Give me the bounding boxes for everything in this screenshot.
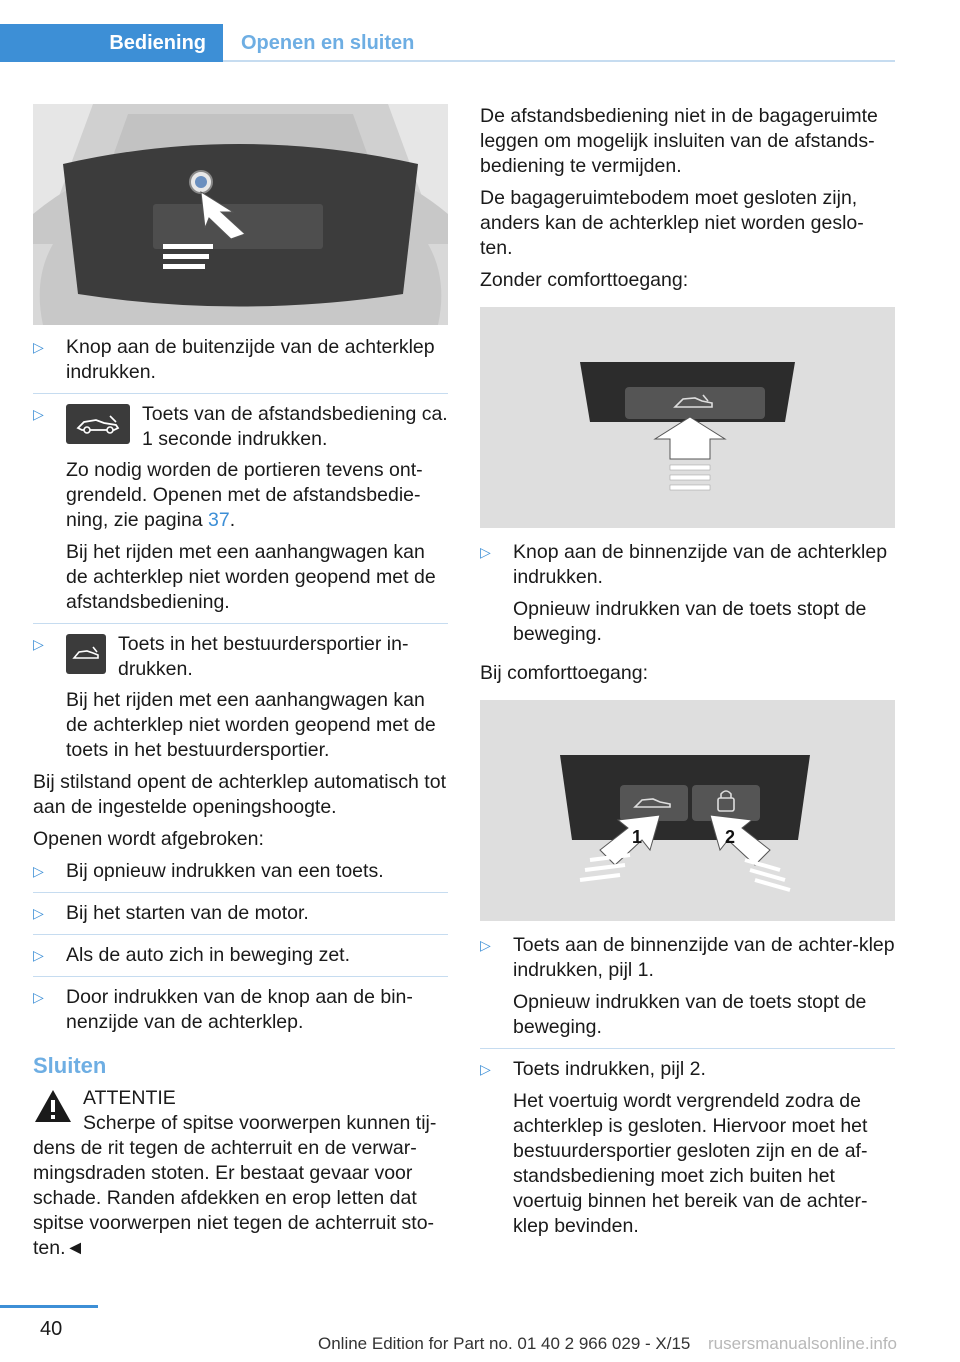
list-item: ▷ Knop aan de buitenzijde van de achterklep indrukken. [33, 336, 435, 383]
triangle-bullet-icon: ▷ [33, 636, 44, 652]
divider [33, 892, 448, 893]
warning-text: Scherpe of spitse voorwerpen kunnen tij-dens de rit tegen de achterruit en de verwar-mingsdraden stoten. Er bestaat gevaar voor schade. Randen afdekken en erop letten dat spitse voorwerpen niet tegen de achterruit sto-ten.◄ [33, 1112, 437, 1259]
tab-openen-en-sluiten[interactable]: Openen en sluiten [223, 24, 895, 62]
abort-paragraph: Openen wordt afgebroken: [33, 828, 264, 850]
tailgate-exterior-illustration [33, 104, 448, 325]
triangle-bullet-icon: ▷ [33, 947, 44, 963]
warning-triangle-icon [33, 1088, 73, 1124]
arrow-2-label: 2 [725, 827, 736, 847]
list-item: ▷ Als de auto zich in beweging zet. [33, 944, 351, 966]
no-comfort-list [480, 540, 895, 647]
triangle-bullet-icon: ▷ [33, 863, 44, 879]
triangle-bullet-icon: ▷ [480, 937, 491, 953]
opening-methods-list [33, 335, 448, 763]
inner-tailgate-button-illustration [480, 307, 895, 528]
divider [33, 976, 448, 977]
triangle-bullet-icon: ▷ [480, 1061, 491, 1077]
divider [480, 1048, 895, 1049]
triangle-bullet-icon: ▷ [33, 989, 44, 1005]
triangle-bullet-icon: ▷ [33, 406, 44, 422]
list-item: ▷ Toets aan de binnenzijde van de achter-klep indrukken, pijl 1. Opnieuw indrukken van de toets stopt de beweging. [480, 934, 895, 1038]
footer-accent-line [0, 1305, 98, 1308]
list-item: ▷ Toets van de afstandsbediening ca. 1 seconde indrukken. Zo nodig worden de portieren tevens ont-grendeld. Openen met de afstandsbedie-ning, zie pagina 37. Bij het rijden met een aanhangwagen kan de achterklep niet worden geopend met de afstandsbediening. [33, 403, 448, 613]
comfort-list [480, 933, 895, 1239]
arrow-1-label: 1 [632, 827, 643, 847]
door-tailgate-button-icon [66, 634, 106, 674]
watermark-text: rusersmanualsonline.info [708, 1334, 897, 1353]
tab-bediening[interactable]: Bediening [0, 24, 223, 62]
header-divider [223, 60, 895, 62]
warning-block [33, 1086, 448, 1111]
auto-open-paragraph: Bij stilstand opent de achterklep automatisch tot aan de ingestelde openingshoogte. [33, 771, 446, 818]
list-item: ▷ Door indrukken van de knop aan de bin-nenzijde van de achterklep. [33, 986, 413, 1033]
left-column [33, 104, 448, 1261]
list-item: ▷ Bij opnieuw indrukken van een toets. [33, 860, 384, 882]
page-number: 40 [40, 1318, 63, 1340]
section-heading-sluiten: Sluiten [33, 1053, 107, 1078]
warning-title: ATTENTIE [83, 1087, 176, 1109]
page-header [0, 0, 895, 62]
triangle-bullet-icon: ▷ [33, 339, 44, 355]
list-item: ▷ Bij het starten van de motor. [33, 902, 309, 924]
right-column: De afstandsbediening niet in de bagageruimte leggen om mogelijk insluiten van de afstands-bediening te vermijden. De bagageruimtebodem moet gesloten zijn, anders kan de achterklep niet worden geslo-ten. Zonder comforttoegang: ▷ Knop aan de binnenzijde van de achterklep indrukken. Opnieuw indrukken van de toets stopt de beweging. Bij comforttoegang: 1 2 ▷ Toets aan de binnenzijde van de achter-klep indrukken, pijl 1. Opnieuw indrukken van de toets stopt de beweging. ▷ Toets indrukken, pijl 2. Het voertuig wordt vergrendeld zodra de achterklep is gesloten. Hiervoor moet het bestuurdersportier gesloten zijn en de af-standsbediening moet zich buiten het voertuig binnen het bereik van de achter-klep bevinden. [480, 105, 895, 1237]
divider [33, 934, 448, 935]
abort-conditions-list [33, 859, 448, 1035]
comfort-access-buttons-illustration [480, 700, 895, 921]
divider [33, 623, 448, 624]
list-item: ▷ Toets indrukken, pijl 2. Het voertuig wordt vergrendeld zodra de achterklep is gesloten. Hiervoor moet het bestuurdersportier gesloten zijn en de af-standsbediening moet zich buiten het voertuig binnen het bereik van de achter-klep bevinden. [480, 1058, 868, 1237]
online-edition-text: Online Edition for Part no. 01 40 2 966 029 - X/15 [318, 1334, 691, 1353]
remote-tailgate-key-icon [66, 404, 130, 444]
triangle-bullet-icon: ▷ [33, 905, 44, 921]
triangle-bullet-icon: ▷ [480, 544, 491, 560]
page-link[interactable]: 37 [208, 509, 230, 531]
divider [33, 393, 448, 394]
list-item: ▷ Knop aan de binnenzijde van de achterklep indrukken. Opnieuw indrukken van de toets stopt de beweging. [480, 541, 888, 645]
list-item: ▷ Toets in het bestuurdersportier in-drukken. Bij het rijden met een aanhangwagen kan de achterklep niet worden geopend met de toets in het bestuurdersportier. [33, 633, 436, 761]
